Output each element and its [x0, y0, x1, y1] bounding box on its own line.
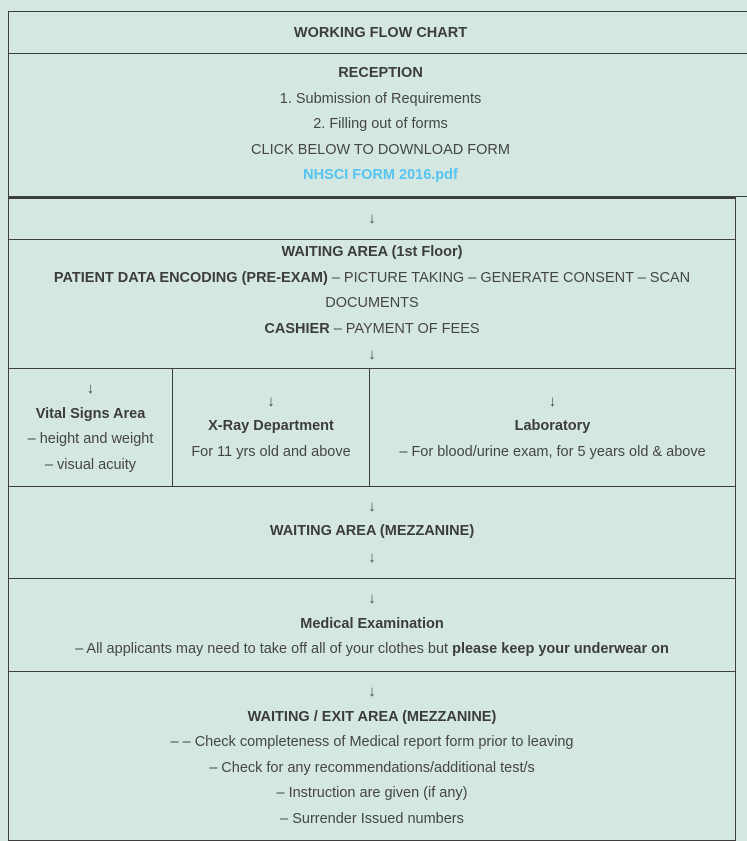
vital-signs-cell [9, 368, 173, 486]
medical-examination-cell [9, 578, 736, 671]
pre-exam-details: – PICTURE TAKING – GENERATE CONSENT – SCAN DOCUMENTS [325, 270, 690, 312]
laboratory-cell [370, 368, 736, 486]
down-arrow-icon: ↓ [9, 545, 735, 571]
medical-note-text: – All applicants may need to take off all of your clothes but [75, 641, 452, 657]
reception-cell [9, 54, 747, 197]
cashier-details: – PAYMENT OF FEES [330, 321, 480, 337]
down-arrow-icon: ↓ [370, 389, 735, 415]
flow-chart-title: WORKING FLOW CHART [294, 25, 467, 41]
exit-item: – – Check completeness of Medical report form prior to leaving [9, 730, 735, 756]
pre-exam-label: PATIENT DATA ENCODING (PRE-EXAM) [54, 270, 328, 286]
down-arrow-icon: ↓ [173, 389, 369, 415]
reception-title: RECEPTION [338, 65, 423, 81]
download-form-link[interactable]: NHSCI FORM 2016.pdf [303, 167, 458, 183]
vital-signs-item: – visual acuity [9, 453, 172, 479]
cashier-step [9, 317, 735, 343]
exit-item: – Surrender Issued numbers [9, 807, 735, 833]
exit-area-cell [9, 671, 736, 840]
laboratory-item: – For blood/urine exam, for 5 years old & above [370, 440, 735, 466]
vital-signs-item: – height and weight [9, 427, 172, 453]
medical-note [9, 637, 735, 663]
down-arrow-icon: ↓ [9, 586, 735, 612]
xray-title: X-Ray Department [208, 418, 334, 434]
pre-exam-steps [9, 266, 735, 317]
download-prompt: CLICK BELOW TO DOWNLOAD FORM [9, 138, 747, 164]
reception-item: 1. Submission of Requirements [9, 87, 747, 113]
down-arrow-icon: ↓ [9, 342, 735, 368]
xray-item: For 11 yrs old and above [173, 440, 369, 466]
waiting-area-first-floor-title: WAITING AREA (1st Floor) [282, 244, 463, 260]
waiting-area-mezzanine-cell [9, 486, 736, 578]
exit-item: – Check for any recommendations/additional test/s [9, 756, 735, 782]
arrow-cell [9, 198, 736, 240]
down-arrow-icon: ↓ [368, 210, 376, 227]
reception-item: 2. Filling out of forms [9, 112, 747, 138]
flow-chart-title-cell [9, 12, 747, 54]
xray-cell [173, 368, 370, 486]
down-arrow-icon: ↓ [9, 376, 172, 402]
cashier-label: CASHIER [264, 321, 329, 337]
down-arrow-icon: ↓ [9, 679, 735, 705]
waiting-area-first-floor-cell [9, 240, 736, 369]
flow-chart-steps-table [8, 196, 736, 841]
exit-area-title: WAITING / EXIT AREA (MEZZANINE) [248, 709, 497, 725]
exit-item: – Instruction are given (if any) [9, 781, 735, 807]
down-arrow-icon: ↓ [9, 494, 735, 520]
flow-chart-header-table [8, 11, 747, 197]
medical-note-emphasis: please keep your underwear on [452, 641, 669, 657]
medical-examination-title: Medical Examination [300, 616, 443, 632]
waiting-area-mezzanine-title: WAITING AREA (MEZZANINE) [270, 523, 474, 539]
laboratory-title: Laboratory [515, 418, 591, 434]
vital-signs-title: Vital Signs Area [36, 406, 146, 422]
